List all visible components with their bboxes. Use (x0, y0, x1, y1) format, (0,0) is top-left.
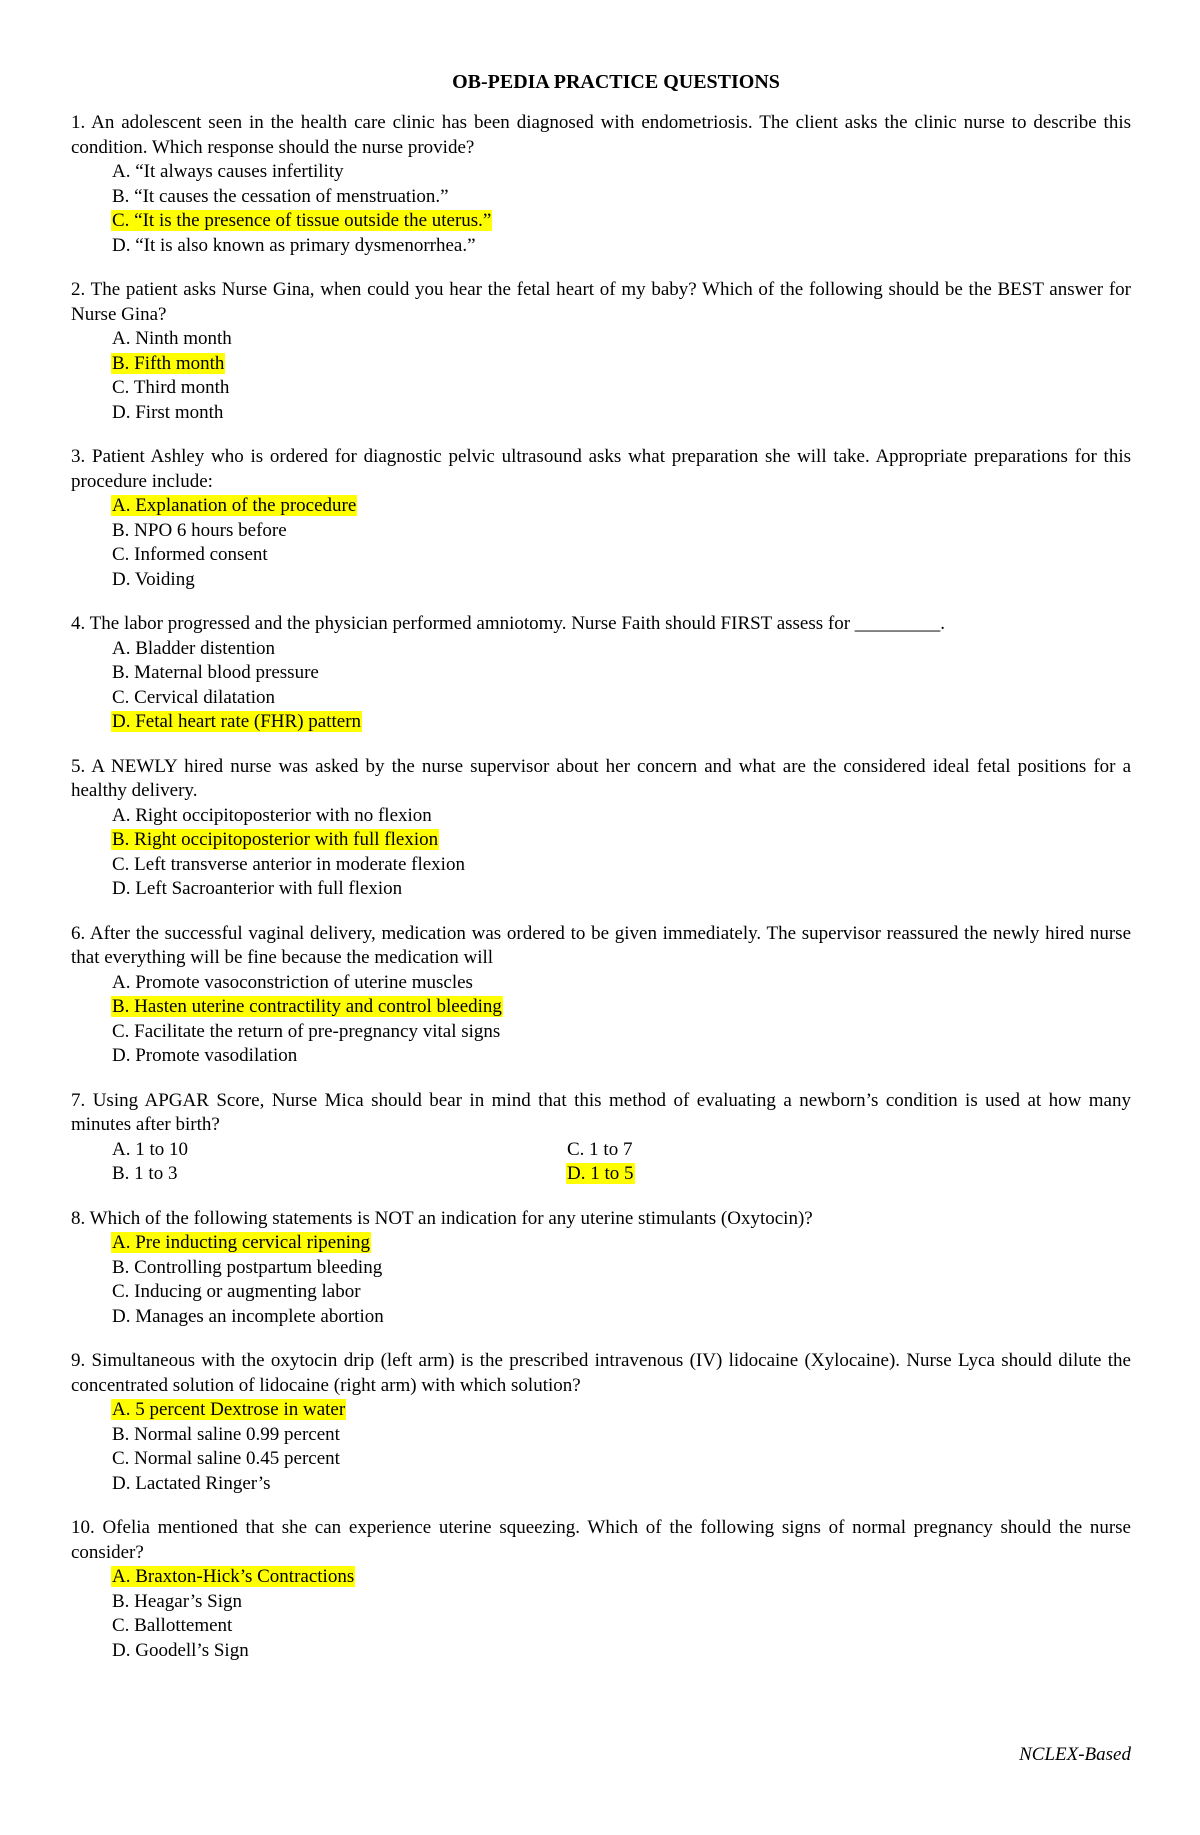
answer-option (111, 853, 1131, 878)
answer-option-text: A. “It always causes infertility (112, 161, 344, 182)
answer-option-text: D. Manages an incomplete abortion (112, 1305, 384, 1327)
answer-option-text: C. Ballottement (112, 1615, 233, 1636)
answer-option (111, 1256, 1131, 1281)
question-4 (71, 612, 1131, 735)
answer-option (111, 804, 1131, 829)
answer-option-text: B. Fifth month (112, 352, 225, 374)
answer-options (71, 971, 1131, 1069)
answer-option-text: A. Braxton-Hick’s Contractions (112, 1566, 355, 1587)
question-stem: 8. Which of the following statements is NOT an indication for any uterine stimulants (Oxytocin)? (71, 1207, 813, 1229)
answer-option-text: B. NPO 6 hours before (112, 519, 287, 541)
answer-option (566, 1138, 966, 1163)
answer-option (111, 877, 1131, 902)
answer-option-text: B. Maternal blood pressure (112, 662, 319, 683)
answer-option-text: B. Right occipitoposterior with full flexion (112, 829, 439, 850)
answer-option-correct (111, 494, 1131, 519)
answer-option-text: C. “It is the presence of tissue outside the uterus.” (112, 210, 492, 231)
footer-note: NCLEX-Based (1019, 1744, 1131, 1765)
answer-option-text: D. “It is also known as primary dysmenorrhea.” (112, 234, 476, 256)
answer-option-text: B. Controlling postpartum bleeding (112, 1256, 383, 1278)
answer-option (111, 637, 1131, 662)
question-stem: 7. Using APGAR Score, Nurse Mica should bear in mind that this method of evaluating a newborn’s condition is used at how many minutes after birth? (71, 1089, 1131, 1135)
answer-option-text: B. “It causes the cessation of menstruation.” (112, 185, 449, 207)
answer-option (111, 1447, 1131, 1472)
answer-option (111, 160, 1131, 185)
question-stem: 2. The patient asks Nurse Gina, when could you hear the fetal heart of my baby? Which of the following should be the BEST answer for Nurse Gina? (71, 279, 1131, 325)
question-10 (71, 1516, 1131, 1663)
document-page (71, 70, 1131, 1683)
answer-option (111, 661, 1131, 686)
answer-option-text: D. Voiding (112, 568, 195, 590)
answer-option (111, 1020, 1131, 1045)
answer-options (71, 1565, 1131, 1663)
answer-options (71, 160, 1131, 258)
answer-options (71, 1138, 1131, 1187)
answer-option-correct (111, 1398, 1131, 1423)
answer-option-text: D. Lactated Ringer’s (112, 1472, 271, 1494)
answer-option-text: A. Explanation of the procedure (112, 495, 357, 516)
answer-option (111, 686, 1131, 711)
answer-option (111, 185, 1131, 210)
answer-option (111, 1472, 1131, 1497)
question-1 (71, 111, 1131, 258)
question-stem: 10. Ofelia mentioned that she can experience uterine squeezing. Which of the following signs of normal pregnancy should the nurse consider? (71, 1517, 1131, 1563)
answer-option-text: C. Cervical dilatation (112, 686, 276, 708)
question-7 (71, 1089, 1131, 1187)
answer-option-text: A. Bladder distention (112, 637, 276, 659)
answer-option-text: B. Normal saline 0.99 percent (112, 1423, 340, 1445)
answer-option-correct (111, 209, 1131, 234)
answer-option (111, 519, 1131, 544)
question-3 (71, 445, 1131, 592)
question-6 (71, 922, 1131, 1069)
question-stem: 6. After the successful vaginal delivery, medication was ordered to be given immediately. The supervisor reassured the newly hired nurse that everything will be fine because the medication will (71, 922, 1131, 968)
answer-option-text: A. Promote vasoconstriction of uterine muscles (112, 971, 473, 993)
page-title: OB-PEDIA PRACTICE QUESTIONS (452, 71, 780, 93)
answer-option-correct (111, 995, 1131, 1020)
answer-option-text: D. Fetal heart rate (FHR) pattern (112, 711, 362, 732)
answer-options (71, 804, 1131, 902)
answer-option (111, 543, 1131, 568)
answer-option-text: D. First month (112, 401, 224, 423)
answer-option-text: C. Informed consent (112, 544, 268, 565)
question-stem: 1. An adolescent seen in the health care clinic has been diagnosed with endometriosis. The client asks the clinic nurse to describe this condition. Which response should the nurse provide? (71, 112, 1131, 158)
answer-option (111, 1044, 1131, 1069)
answer-options (71, 1231, 1131, 1329)
answer-option (111, 971, 1131, 996)
answer-option-correct (111, 710, 1131, 735)
answer-option-text: C. 1 to 7 (567, 1138, 633, 1160)
answer-option-correct (111, 1231, 1131, 1256)
answer-option-correct (111, 352, 1131, 377)
answer-option (111, 401, 1131, 426)
answer-option (111, 1280, 1131, 1305)
answer-option (111, 327, 1131, 352)
answer-option-text: A. Right occipitoposterior with no flexion (112, 804, 432, 826)
question-stem: 3. Patient Ashley who is ordered for diagnostic pelvic ultrasound asks what preparation she will take. Appropriate preparations for this procedure include: (71, 446, 1131, 492)
answer-option (111, 376, 1131, 401)
answer-option (111, 1138, 566, 1163)
answer-option (111, 568, 1131, 593)
answer-option-text: C. Normal saline 0.45 percent (112, 1448, 340, 1469)
answer-option-text: A. Pre inducting cervical ripening (112, 1232, 371, 1253)
answer-option-correct (566, 1162, 966, 1187)
answer-option (111, 1639, 1131, 1664)
answer-options (71, 1398, 1131, 1496)
answer-option (111, 1423, 1131, 1448)
answer-option-text: B. 1 to 3 (112, 1163, 178, 1184)
answer-options (71, 327, 1131, 425)
question-8 (71, 1207, 1131, 1330)
answer-option-text: A. 1 to 10 (112, 1138, 188, 1160)
answer-option-text: C. Inducing or augmenting labor (112, 1281, 361, 1302)
answer-option-text: C. Left transverse anterior in moderate flexion (112, 853, 465, 875)
answer-option-text: C. Third month (112, 377, 230, 398)
answer-option (111, 1162, 566, 1187)
answer-options (71, 494, 1131, 592)
answer-option-text: D. 1 to 5 (567, 1163, 634, 1184)
question-2 (71, 278, 1131, 425)
answer-option-text: B. Hasten uterine contractility and control bleeding (112, 996, 502, 1017)
answer-option-text: B. Heagar’s Sign (112, 1590, 242, 1612)
answer-option-text: C. Facilitate the return of pre-pregnancy vital signs (112, 1020, 501, 1042)
question-list (71, 111, 1131, 1663)
answer-option (111, 1590, 1131, 1615)
answer-options (71, 637, 1131, 735)
answer-option-text: D. Goodell’s Sign (112, 1639, 249, 1661)
answer-option-text: D. Left Sacroanterior with full flexion (112, 878, 403, 899)
question-stem: 5. A NEWLY hired nurse was asked by the nurse supervisor about her concern and what are the considered ideal fetal positions for a healthy delivery. (71, 755, 1131, 801)
answer-option-text: D. Promote vasodilation (112, 1045, 298, 1066)
answer-option-text: A. Ninth month (112, 328, 232, 349)
question-9 (71, 1349, 1131, 1496)
answer-option-correct (111, 1565, 1131, 1590)
answer-option (111, 234, 1131, 259)
answer-option-text: A. 5 percent Dextrose in water (112, 1399, 346, 1420)
answer-option (111, 1614, 1131, 1639)
answer-option-correct (111, 828, 1131, 853)
question-stem: 9. Simultaneous with the oxytocin drip (left arm) is the prescribed intravenous (IV) lidocaine (Xylocaine). Nurse Lyca should dilute the concentrated solution of lidocaine (right arm) with which solution? (71, 1350, 1131, 1396)
question-stem: 4. The labor progressed and the physician performed amniotomy. Nurse Faith should FIRST assess for _________. (71, 613, 946, 634)
answer-option (111, 1305, 1131, 1330)
question-5 (71, 755, 1131, 902)
